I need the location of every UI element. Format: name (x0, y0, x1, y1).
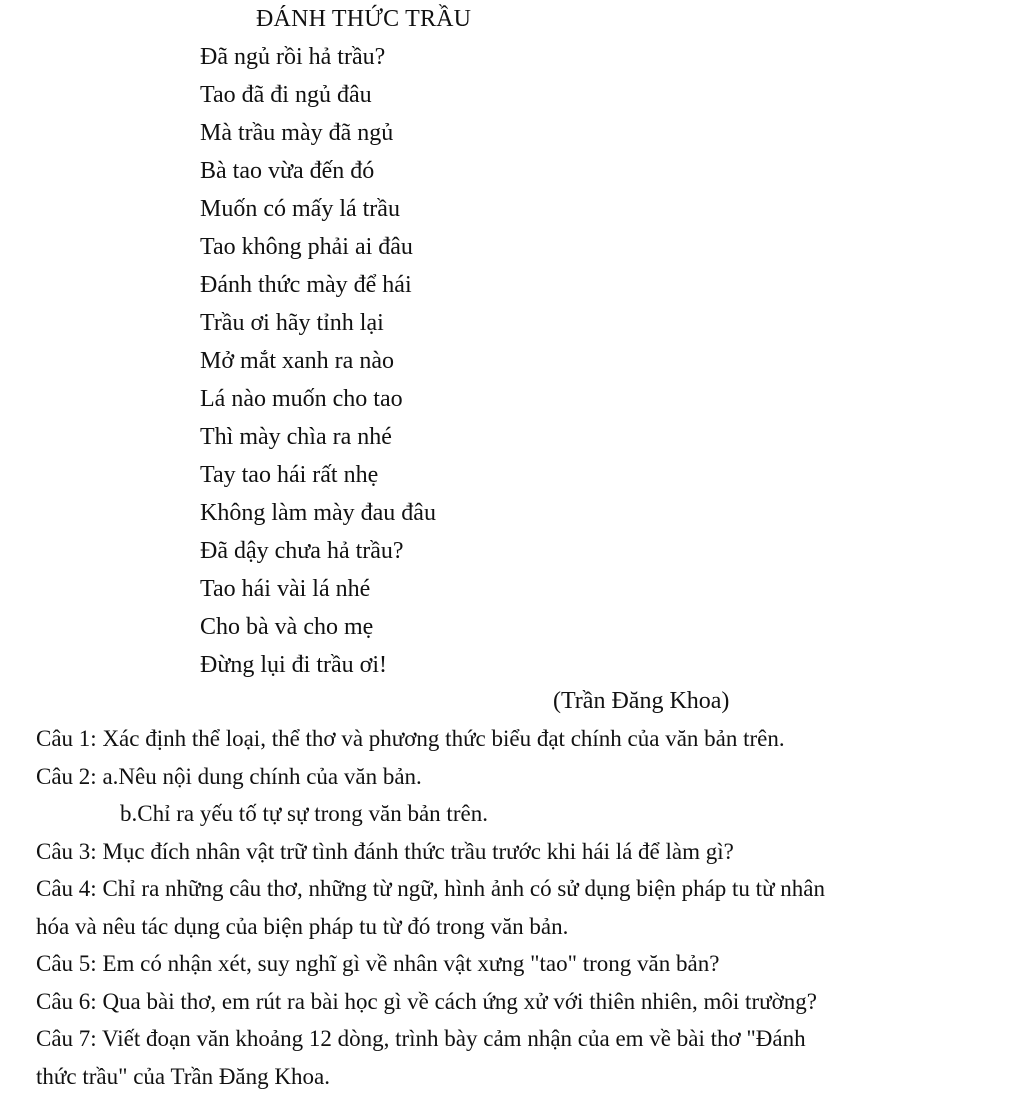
poem-line: Tao hái vài lá nhé (200, 576, 371, 602)
poem-author: (Trần Đăng Khoa) (553, 688, 730, 714)
poem-title: ĐÁNH THỨC TRẦU (256, 6, 472, 32)
poem-line: Tay tao hái rất nhẹ (200, 462, 379, 488)
question-1: Câu 1: Xác định thể loại, thể thơ và phương thức biểu đạt chính của văn bản trên. (36, 726, 785, 751)
question-4-continued: hóa và nêu tác dụng của biện pháp tu từ đó trong văn bản. (36, 913, 569, 939)
poem-line: Đừng lụi đi trầu ơi! (200, 652, 388, 678)
poem-line: Thì mày chìa ra nhé (200, 424, 392, 450)
poem-line: Đã dậy chưa hả trầu? (200, 538, 404, 564)
question-2a: Câu 2: a.Nêu nội dung chính của văn bản. (36, 763, 422, 789)
poem-line: Đã ngủ rồi hả trầu? (200, 44, 386, 70)
question-6: Câu 6: Qua bài thơ, em rút ra bài học gì về cách ứng xử với thiên nhiên, môi trường? (36, 988, 817, 1014)
poem-line: Lá nào muốn cho tao (200, 386, 403, 412)
poem-line: Cho bà và cho mẹ (200, 614, 374, 640)
question-7: Câu 7: Viết đoạn văn khoảng 12 dòng, trình bày cảm nhận của em về bài thơ "Đánh (36, 1026, 806, 1051)
question-5: Câu 5: Em có nhận xét, suy nghĩ gì về nhân vật xưng "tao" trong văn bản? (36, 951, 720, 976)
poem-line: Bà tao vừa đến đó (200, 158, 375, 184)
question-2b: b.Chỉ ra yếu tố tự sự trong văn bản trên. (120, 801, 488, 826)
poem-line: Mà trầu mày đã ngủ (200, 120, 394, 146)
poem-line: Không làm mày đau đâu (200, 500, 436, 526)
poem-line: Đánh thức mày để hái (200, 272, 412, 298)
poem-line: Trầu ơi hãy tỉnh lại (200, 310, 384, 336)
question-4: Câu 4: Chỉ ra những câu thơ, những từ ngữ, hình ảnh có sử dụng biện pháp tu từ nhân (36, 876, 825, 901)
question-list (36, 724, 1020, 1099)
question-3: Câu 3: Mục đích nhân vật trữ tình đánh thức trầu trước khi hái lá để làm gì? (36, 838, 734, 864)
question-7-continued: thức trầu" của Trần Đăng Khoa. (36, 1063, 330, 1089)
poem-line: Tao đã đi ngủ đâu (200, 82, 372, 108)
poem-line: Mở mắt xanh ra nào (200, 348, 394, 374)
poem-body (200, 42, 436, 688)
poem-line: Tao không phải ai đâu (200, 234, 413, 260)
poem-line: Muốn có mấy lá trầu (200, 196, 400, 222)
